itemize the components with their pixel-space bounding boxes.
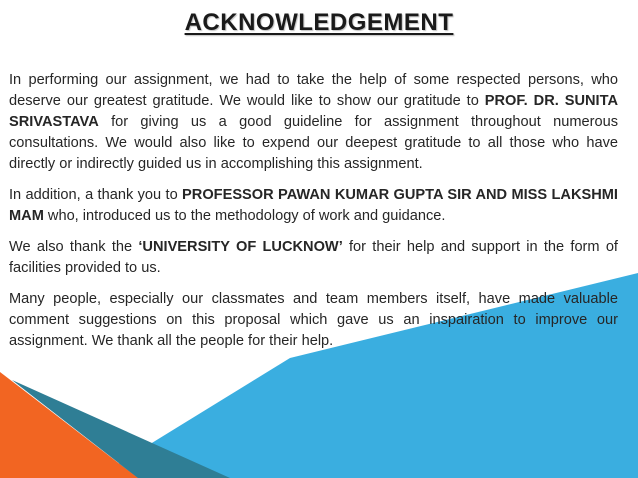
orange-shape: [0, 372, 138, 478]
page-title: ACKNOWLEDGEMENT: [184, 9, 454, 36]
paragraph-text: In performing our assignment, we had to take the help of some respected persons, who deserve our greatest gratitude. We would like to show our gratitude to: [9, 72, 618, 109]
paragraph-gratitude: [9, 70, 618, 175]
paragraph-text: In addition, a thank you to: [9, 187, 183, 203]
paragraph-thanks-university: [9, 237, 618, 279]
paragraph-text: who, introduced us to the methodology of work and guidance.: [43, 208, 446, 224]
paragraph-text: We also thank the: [9, 239, 139, 255]
paragraph-thanks-faculty: [9, 185, 618, 227]
paragraph-text: Many people, especially our classmates and team members itself, have made valuable comment suggestions on this proposal which gave us an inspairation to improve our assignment. We thank all the people for their help.: [9, 291, 618, 349]
acknowledgement-body: [9, 70, 618, 352]
professor-name: PROF. DR. SUNITA SRIVASTAVA: [9, 93, 618, 130]
faculty-names: PROFESSOR PAWAN KUMAR GUPTA SIR AND MISS LAKSHMI MAM: [9, 187, 618, 224]
paragraph-thanks-classmates: [9, 289, 618, 352]
paragraph-text: for their help and support in the form of facilities provided to us.: [9, 239, 618, 276]
university-name: ‘UNIVERSITY OF LUCKNOW’: [138, 239, 343, 255]
paragraph-text: for giving us a good guideline for assignment throughout numerous consultations. We would also like to expend our deepest gratitude to all those who have directly or indirectly guided us in accomplishing this assignment.: [9, 114, 618, 172]
